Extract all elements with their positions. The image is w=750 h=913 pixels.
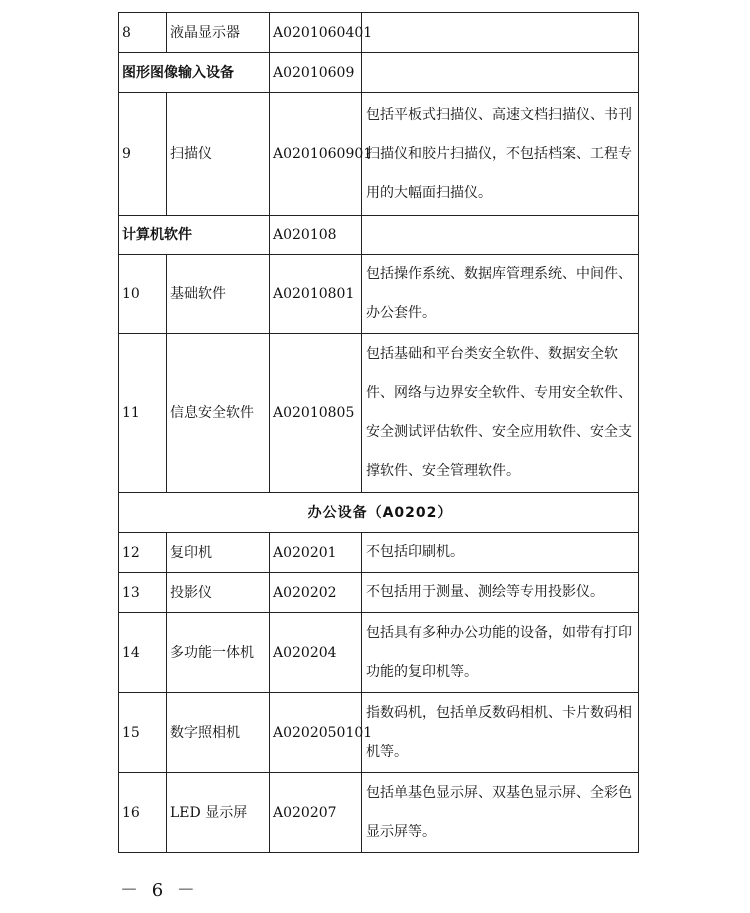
item-code: A02010805 — [270, 334, 362, 493]
category-code: A02010609 — [270, 53, 362, 93]
table-row — [119, 573, 639, 613]
item-name: 液晶显示器 — [167, 13, 270, 53]
table-row — [119, 533, 639, 573]
category-empty-cell — [362, 216, 639, 255]
item-number: 16 — [119, 773, 167, 853]
table-row — [119, 613, 639, 693]
category-row — [119, 216, 639, 255]
page-number: － 6 － — [120, 880, 199, 901]
section-title: 办公设备（A0202） — [119, 493, 639, 533]
table-row — [119, 93, 639, 216]
item-name: 信息安全软件 — [167, 334, 270, 493]
table-row — [119, 693, 639, 773]
item-name: 复印机 — [167, 533, 270, 573]
item-number: 12 — [119, 533, 167, 573]
item-number: 9 — [119, 93, 167, 216]
item-number: 14 — [119, 613, 167, 693]
item-name: 扫描仪 — [167, 93, 270, 216]
category-name: 计算机软件 — [119, 216, 270, 255]
item-name: 投影仪 — [167, 573, 270, 613]
item-description: 不包括印刷机。 — [362, 533, 639, 573]
table-row — [119, 13, 639, 53]
category-code: A020108 — [270, 216, 362, 255]
item-description: 包括基础和平台类安全软件、数据安全软件、网络与边界安全软件、专用安全软件、安全测试评估软件、安全应用软件、安全支撑软件、安全管理软件。 — [362, 334, 639, 493]
item-description: 指数码机，包括单反数码相机、卡片数码相机等。 — [362, 693, 639, 773]
item-number: 8 — [119, 13, 167, 53]
item-number: 11 — [119, 334, 167, 493]
category-name: 图形图像输入设备 — [119, 53, 270, 93]
category-row — [119, 53, 639, 93]
catalog-table — [118, 12, 639, 853]
item-code: A020204 — [270, 613, 362, 693]
item-code: A0201060901 — [270, 93, 362, 216]
item-number: 15 — [119, 693, 167, 773]
table-row — [119, 773, 639, 853]
table-row — [119, 334, 639, 493]
item-name: LED 显示屏 — [167, 773, 270, 853]
item-description: 不包括用于测量、测绘等专用投影仪。 — [362, 573, 639, 613]
item-code: A020201 — [270, 533, 362, 573]
item-name: 数字照相机 — [167, 693, 270, 773]
item-description — [362, 13, 639, 53]
item-description: 包括操作系统、数据库管理系统、中间件、办公套件。 — [362, 255, 639, 334]
item-code: A020202 — [270, 573, 362, 613]
item-code: A02010801 — [270, 255, 362, 334]
category-empty-cell — [362, 53, 639, 93]
item-code: A020207 — [270, 773, 362, 853]
item-name: 基础软件 — [167, 255, 270, 334]
item-number: 10 — [119, 255, 167, 334]
item-description: 包括单基色显示屏、双基色显示屏、全彩色显示屏等。 — [362, 773, 639, 853]
item-description: 包括具有多种办公功能的设备，如带有打印功能的复印机等。 — [362, 613, 639, 693]
item-number: 13 — [119, 573, 167, 613]
table-row — [119, 255, 639, 334]
item-code: A0201060401 — [270, 13, 362, 53]
item-code: A0202050101 — [270, 693, 362, 773]
item-description: 包括平板式扫描仪、高速文档扫描仪、书刊扫描仪和胶片扫描仪，不包括档案、工程专用的大幅面扫描仪。 — [362, 93, 639, 216]
item-name: 多功能一体机 — [167, 613, 270, 693]
section-row — [119, 493, 639, 533]
